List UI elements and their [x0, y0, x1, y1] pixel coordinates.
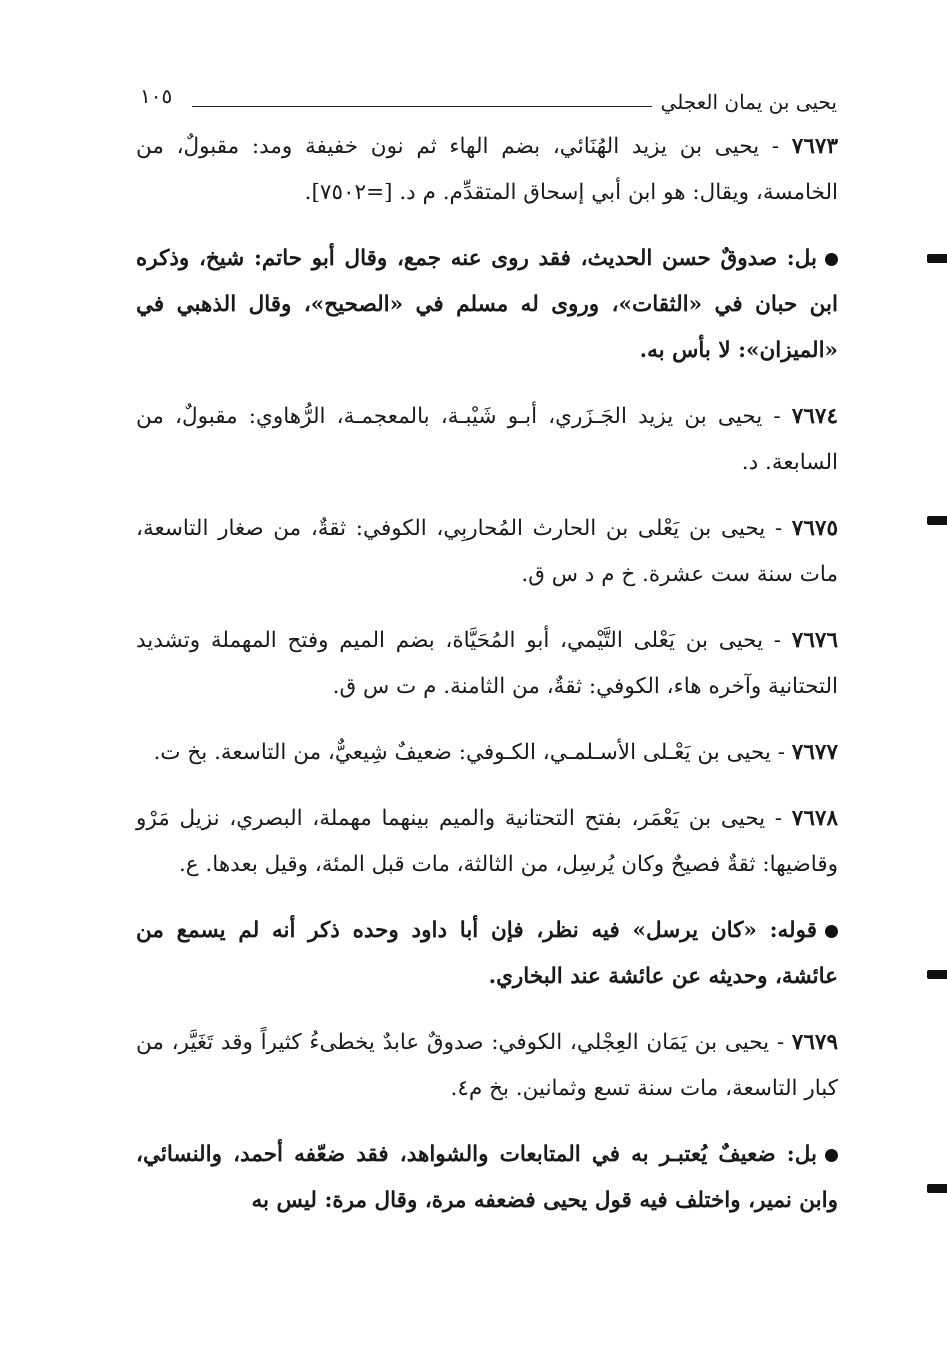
margin-tab-mark	[927, 254, 947, 263]
header-rule	[192, 106, 652, 107]
bullet-icon	[825, 253, 838, 266]
entry-number: ٧٦٧٥	[791, 516, 838, 541]
biography-entry-7676	[136, 618, 838, 710]
page-number: ١٠٥	[140, 84, 173, 108]
running-title: يحيى بن يمان العجلي	[660, 90, 837, 114]
commentary-paragraph	[136, 908, 838, 1000]
biography-entry-7674	[136, 394, 838, 486]
margin-tab-mark	[927, 516, 947, 525]
entry-number: ٧٦٧٤	[791, 404, 838, 429]
entry-text: - يحيى بن يَعْلى التَّيْمي، أبو المُحَيَّاة، بضم الميم وفتح المهملة وتشديد التحتانية وآخره هاء، الكوفي: ثقةٌ، من الثامنة. م ت س ق.	[136, 628, 838, 699]
biography-entry-7678	[136, 796, 838, 888]
margin-tab-mark	[927, 970, 947, 979]
entry-number: ٧٦٧٧	[791, 740, 838, 765]
page-body	[136, 124, 838, 1224]
commentary-text: بل: صدوقٌ حسن الحديث، فقد روى عنه جمع، وقال أبو حاتم: شيخ، وذكره ابن حبان في «الثقات»، وروى له مسلم في «الصحيح»، وقال الذهبي في «الميزان»: لا بأس به.	[136, 246, 838, 363]
entry-text: - يحيى بن يَعْمَر، بفتح التحتانية والميم بينهما مهملة، البصري، نزيل مَرْو وقاضيها: ثقةٌ فصيحٌ وكان يُرسِل، من الثالثة، مات قبل المئة، وقيل بعدها. ع.	[136, 806, 838, 877]
entry-text: - يحيى بن يزيد الجَـزَري، أبـو شَيْبـة، بالمعجمـة، الرُّهاوي: مقبولٌ، من السابعة. د.	[136, 404, 838, 475]
entry-number: ٧٦٧٦	[791, 628, 838, 653]
biography-entry-7677	[136, 730, 838, 776]
commentary-text: بل: ضعيفٌ يُعتبـر به في المتابعات والشواهد، فقد ضعّفه أحمد، والنسائي، وابن نمير، واختلف فيه قول يحيى فضعفه مرة، وقال مرة: ليس به	[136, 1142, 838, 1213]
entry-number: ٧٦٧٩	[791, 1030, 838, 1055]
entry-text: - يحيى بن يَمَان العِجْلي، الكوفي: صدوقٌ عابدٌ يخطىءُ كثيراً وقد تَغَيَّر، من كبار التاسعة، مات سنة تسع وثمانين. بخ م٤.	[136, 1030, 838, 1101]
entry-text: - يحيى بن يَعْلى بن الحارث المُحاربِي، الكوفي: ثقةٌ، من صغار التاسعة، مات سنة ست عشرة. خ م د س ق.	[136, 516, 838, 587]
commentary-paragraph	[136, 1132, 838, 1224]
biography-entry-7679	[136, 1020, 838, 1112]
margin-tab-mark	[927, 1184, 947, 1193]
commentary-paragraph	[136, 236, 838, 374]
bullet-icon	[825, 1149, 838, 1162]
biography-entry-7673	[136, 124, 838, 216]
entry-text: - يحيى بن يَعْـلى الأسـلمـي، الكـوفي: ضعيفٌ شِيعيٌّ، من التاسعة. بخ ت.	[153, 740, 792, 765]
entry-text: - يحيى بن يزيد الهُنَائي، بضم الهاء ثم نون خفيفة ومد: مقبولٌ، من الخامسة، ويقال: هو ابن أبي إسحاق المتقدِّم. م د. [=٧٥٠٢].	[136, 134, 838, 205]
page-header	[140, 86, 837, 120]
entry-number: ٧٦٧٨	[791, 806, 838, 831]
bullet-icon	[825, 925, 838, 938]
commentary-text: قوله: «كان يرسل» فيه نظر، فإن أبا داود وحده ذكر أنه لم يسمع من عائشة، وحديثه عن عائشة عند البخاري.	[136, 918, 838, 989]
entry-number: ٧٦٧٣	[791, 134, 838, 159]
biography-entry-7675	[136, 506, 838, 598]
